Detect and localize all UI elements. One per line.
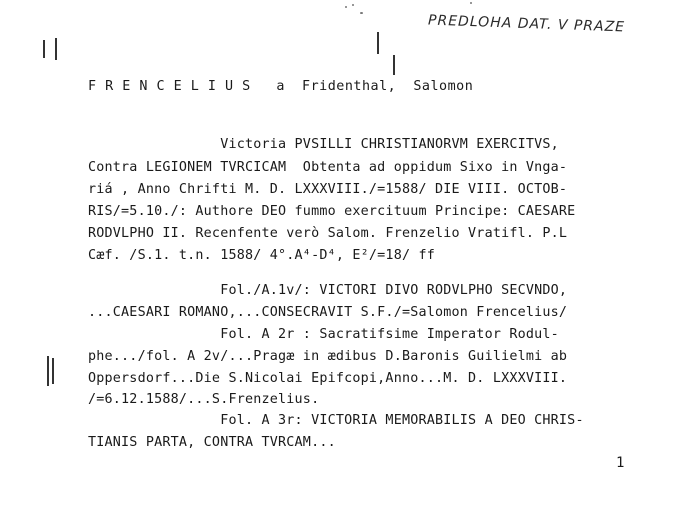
body-line: Fol. A 2r : Sacratifsime Imperator Rodul-	[88, 327, 559, 342]
speck	[360, 12, 363, 14]
body-line: RODVLPHO II. Recenfente verò Salom. Frenzelio Vratifl. P.L	[88, 226, 568, 241]
body-line: Fol. A 3r: VICTORIA MEMORABILIS A DEO CHRIS-	[88, 413, 584, 428]
page-number: 1	[616, 455, 625, 471]
body-line: phe.../fol. A 2v/...Pragæ in ædibus D.Baronis Guilielmi ab	[88, 349, 568, 364]
speck	[470, 2, 472, 4]
body-line: Victoria PVSILLI CHRISTIANORVM EXERCITVS,	[88, 137, 559, 152]
body-line: /=6.12.1588/...S.Frenzelius.	[88, 392, 320, 407]
author-heading: F R E N C E L I U S a Fridenthal, Salomon	[88, 79, 474, 94]
body-line: riá , Anno Chrifti M. D. LXXXVIII./=1588/ DIE VIII. OCTOB-	[88, 182, 568, 197]
body-line: Oppersdorf...Die S.Nicolai Epifcopi,Anno...M. D. LXXXVIII.	[88, 371, 568, 386]
body-line: TIANIS PARTA, CONTRA TVRCAM...	[88, 435, 336, 450]
margin-mark	[47, 356, 49, 386]
margin-mark	[43, 40, 45, 58]
body-line: Fol./A.1v/: VICTORI DIVO RODVLPHO SECVNDO,	[88, 283, 568, 298]
speck	[345, 6, 347, 8]
body-line: Contra LEGIONEM TVRCICAM Obtenta ad oppidum Sixo in Vnga-	[88, 160, 568, 175]
margin-mark	[55, 38, 57, 60]
body-line: Cæf. /S.1. t.n. 1588/ 4°.A⁴-D⁴, E²/=18/ ff	[88, 248, 435, 263]
margin-mark	[393, 55, 395, 75]
body-line: ...CAESARI ROMANO,...CONSECRAVIT S.F./=Salomon Frencelius/	[88, 305, 568, 320]
margin-mark	[377, 32, 379, 54]
body-line: RIS/=5.10./: Authore DEO fummo exercituum Principe: CAESARE	[88, 204, 576, 219]
speck	[352, 4, 354, 6]
handwritten-note: PREDLOHA DAT. V PRAZE	[427, 12, 626, 36]
margin-mark	[52, 358, 54, 384]
